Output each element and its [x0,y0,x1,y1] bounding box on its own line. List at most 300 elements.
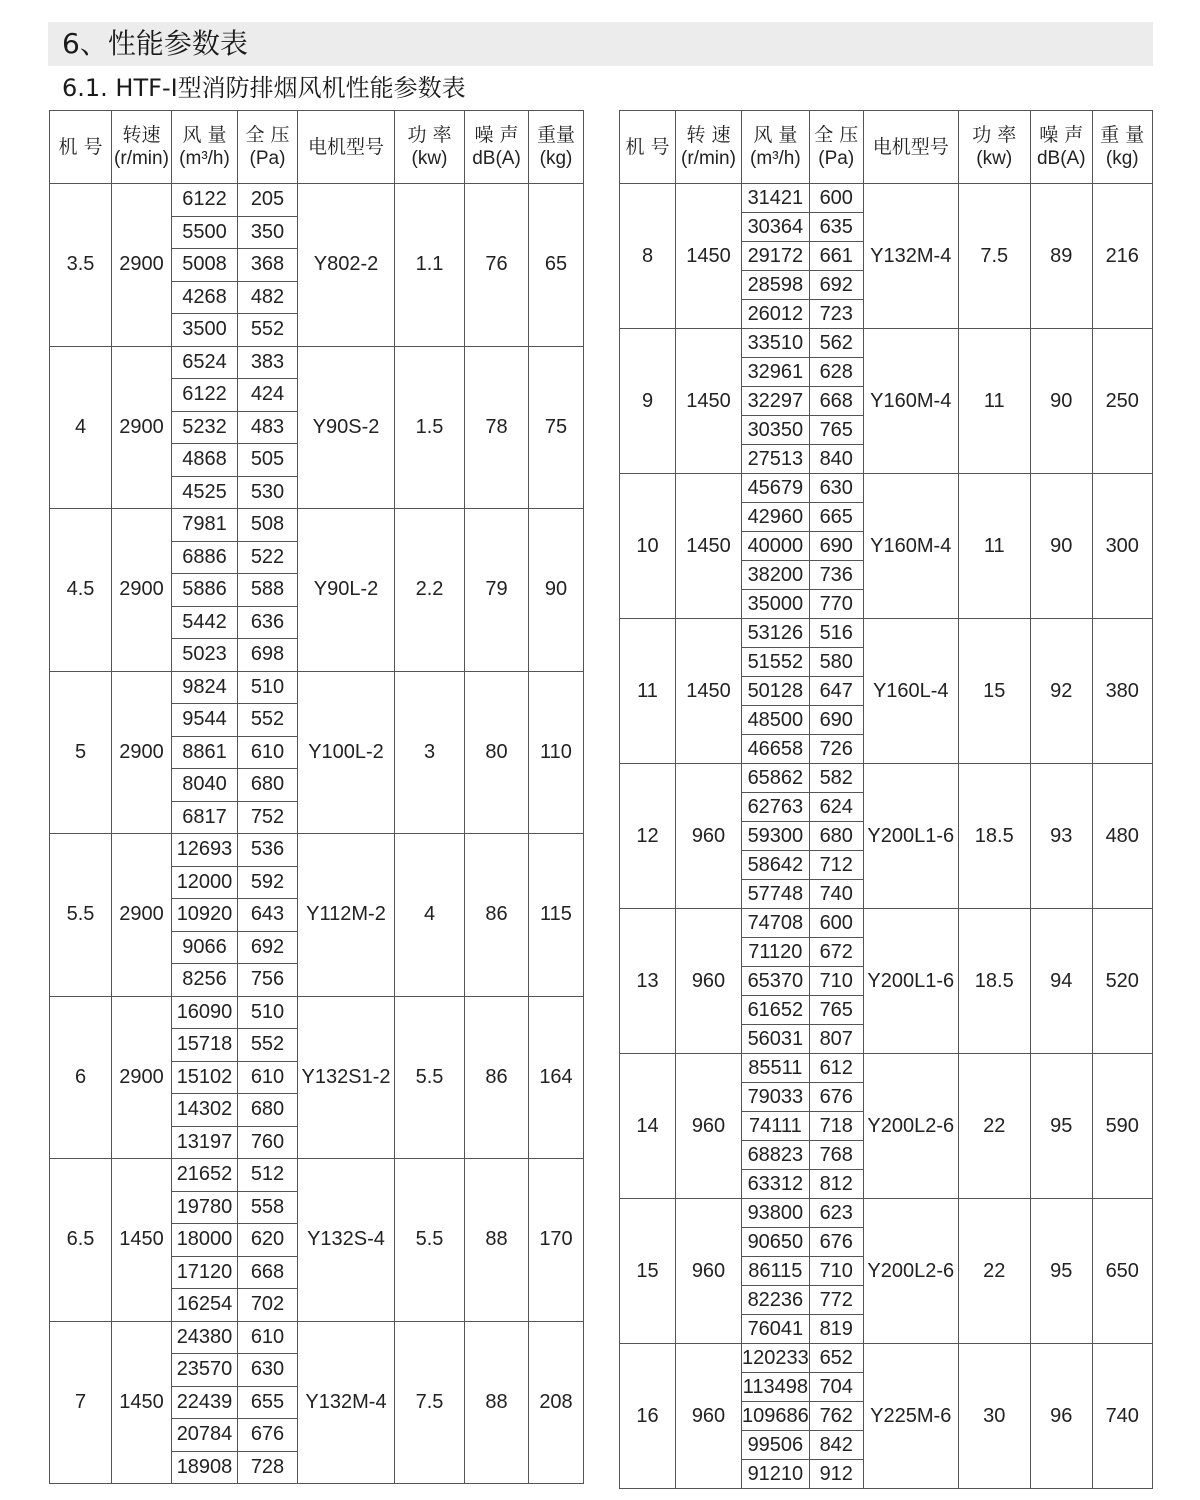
pressure-cell: 726 [809,735,863,764]
pressure-cell: 718 [809,1112,863,1141]
pressure-cell: 647 [809,677,863,706]
table-row [50,184,584,217]
pressure-cell: 812 [809,1170,863,1199]
speed-cell: 2900 [112,509,172,672]
flow-cell: 4868 [172,444,238,477]
speed-cell: 960 [676,1344,742,1489]
flow-cell: 29172 [742,242,810,271]
flow-cell: 32297 [742,387,810,416]
pressure-cell: 483 [238,411,298,444]
flow-cell: 30364 [742,213,810,242]
flow-cell: 23570 [172,1354,238,1387]
noise-cell: 88 [465,1321,529,1484]
model-cell: 5.5 [50,834,112,997]
model-cell: 9 [620,329,676,474]
flow-cell: 5232 [172,411,238,444]
weight-cell: 300 [1092,474,1152,619]
power-cell: 3 [395,671,465,834]
motor-cell: Y132M-4 [863,184,958,329]
table-row [50,1159,584,1192]
pressure-cell: 505 [238,444,298,477]
pressure-cell: 580 [809,648,863,677]
motor-cell: Y200L2-6 [863,1199,958,1344]
model-cell: 10 [620,474,676,619]
table-row [620,619,1153,648]
model-cell: 16 [620,1344,676,1489]
noise-cell: 86 [465,834,529,997]
flow-cell: 120233 [742,1344,810,1373]
pressure-cell: 610 [238,1321,298,1354]
pressure-cell: 819 [809,1315,863,1344]
pressure-cell: 552 [238,314,298,347]
flow-cell: 74111 [742,1112,810,1141]
flow-cell: 76041 [742,1315,810,1344]
flow-cell: 10920 [172,899,238,932]
motor-cell: Y112M-2 [298,834,395,997]
flow-cell: 86115 [742,1257,810,1286]
col-power-header: 功 率 (kw) [958,111,1030,184]
flow-cell: 45679 [742,474,810,503]
flow-cell: 13197 [172,1126,238,1159]
flow-cell: 16090 [172,996,238,1029]
weight-cell: 170 [529,1159,584,1322]
power-cell: 5.5 [395,996,465,1159]
header-row [620,111,1153,184]
flow-cell: 74708 [742,909,810,938]
speed-cell: 1450 [676,619,742,764]
weight-cell: 380 [1092,619,1152,764]
col-weight-header: 重 量 (kg) [1092,111,1152,184]
motor-cell: Y90S-2 [298,346,395,509]
speed-cell: 2900 [112,996,172,1159]
pressure-cell: 676 [809,1228,863,1257]
pressure-cell: 368 [238,249,298,282]
flow-cell: 65862 [742,764,810,793]
pressure-cell: 752 [238,801,298,834]
pressure-cell: 756 [238,964,298,997]
speed-cell: 1450 [112,1321,172,1484]
col-noise-header: 噪 声 dB(A) [1030,111,1092,184]
motor-cell: Y90L-2 [298,509,395,672]
pressure-cell: 680 [809,822,863,851]
pressure-cell: 668 [809,387,863,416]
flow-cell: 8861 [172,736,238,769]
pressure-cell: 636 [238,606,298,639]
table-row [50,509,584,542]
pressure-cell: 536 [238,834,298,867]
pressure-cell: 723 [809,300,863,329]
weight-cell: 65 [529,184,584,347]
noise-cell: 76 [465,184,529,347]
speed-cell: 1450 [676,184,742,329]
flow-cell: 21652 [172,1159,238,1192]
pressure-cell: 635 [809,213,863,242]
flow-cell: 12693 [172,834,238,867]
pressure-cell: 772 [809,1286,863,1315]
speed-cell: 1450 [112,1159,172,1322]
table-row [620,329,1153,358]
pressure-cell: 624 [809,793,863,822]
col-speed-header: 转 速 (r/min) [676,111,742,184]
flow-cell: 65370 [742,967,810,996]
flow-cell: 20784 [172,1419,238,1452]
pressure-cell: 205 [238,184,298,217]
pressure-cell: 765 [809,996,863,1025]
pressure-cell: 610 [238,736,298,769]
flow-cell: 15102 [172,1061,238,1094]
col-pressure-header: 全 压 (Pa) [238,111,298,184]
flow-cell: 7981 [172,509,238,542]
flow-cell: 4525 [172,476,238,509]
noise-cell: 94 [1030,909,1092,1054]
weight-cell: 740 [1092,1344,1152,1489]
pressure-cell: 510 [238,996,298,1029]
power-cell: 1.5 [395,346,465,509]
motor-cell: Y160M-4 [863,329,958,474]
model-cell: 3.5 [50,184,112,347]
col-power-header: 功 率 (kw) [395,111,465,184]
noise-cell: 79 [465,509,529,672]
flow-cell: 14302 [172,1094,238,1127]
flow-cell: 93800 [742,1199,810,1228]
power-cell: 2.2 [395,509,465,672]
speed-cell: 2900 [112,184,172,347]
motor-cell: Y802-2 [298,184,395,347]
weight-cell: 650 [1092,1199,1152,1344]
speed-cell: 1450 [676,329,742,474]
noise-cell: 90 [1030,474,1092,619]
header-row [50,111,584,184]
motor-cell: Y200L1-6 [863,764,958,909]
model-cell: 7 [50,1321,112,1484]
pressure-cell: 692 [809,271,863,300]
flow-cell: 12000 [172,866,238,899]
pressure-cell: 680 [238,1094,298,1127]
speed-cell: 960 [676,1199,742,1344]
power-cell: 11 [958,329,1030,474]
power-cell: 22 [958,1199,1030,1344]
weight-cell: 90 [529,509,584,672]
power-cell: 11 [958,474,1030,619]
noise-cell: 88 [465,1159,529,1322]
speed-cell: 1450 [676,474,742,619]
flow-cell: 63312 [742,1170,810,1199]
model-cell: 11 [620,619,676,764]
pressure-cell: 630 [238,1354,298,1387]
pressure-cell: 661 [809,242,863,271]
flow-cell: 57748 [742,880,810,909]
noise-cell: 78 [465,346,529,509]
pressure-cell: 712 [809,851,863,880]
flow-cell: 9066 [172,931,238,964]
table-row [50,671,584,704]
flow-cell: 62763 [742,793,810,822]
flow-cell: 91210 [742,1460,810,1489]
pressure-cell: 668 [238,1256,298,1289]
motor-cell: Y200L1-6 [863,909,958,1054]
pressure-cell: 516 [809,619,863,648]
col-model-header: 机 号 [50,111,112,184]
weight-cell: 75 [529,346,584,509]
pressure-cell: 702 [238,1289,298,1322]
pressure-cell: 652 [809,1344,863,1373]
model-cell: 15 [620,1199,676,1344]
flow-cell: 85511 [742,1054,810,1083]
pressure-cell: 482 [238,281,298,314]
model-cell: 13 [620,909,676,1054]
weight-cell: 480 [1092,764,1152,909]
pressure-cell: 643 [238,899,298,932]
pressure-cell: 690 [809,532,863,561]
table-body [620,184,1153,1489]
model-cell: 6 [50,996,112,1159]
flow-cell: 3500 [172,314,238,347]
noise-cell: 92 [1030,619,1092,764]
model-cell: 5 [50,671,112,834]
table-row [620,474,1153,503]
power-cell: 18.5 [958,909,1030,1054]
table-row [50,834,584,867]
pressure-cell: 768 [809,1141,863,1170]
flow-cell: 31421 [742,184,810,213]
pressure-cell: 704 [809,1373,863,1402]
pressure-cell: 510 [238,671,298,704]
power-cell: 22 [958,1054,1030,1199]
pressure-cell: 765 [809,416,863,445]
flow-cell: 27513 [742,445,810,474]
col-weight-header: 重量 (kg) [529,111,584,184]
flow-cell: 32961 [742,358,810,387]
flow-cell: 113498 [742,1373,810,1402]
flow-cell: 42960 [742,503,810,532]
table-header [50,111,584,184]
model-cell: 4.5 [50,509,112,672]
pressure-cell: 690 [809,706,863,735]
motor-cell: Y132M-4 [298,1321,395,1484]
pressure-cell: 680 [238,769,298,802]
col-model-header: 机 号 [620,111,676,184]
flow-cell: 33510 [742,329,810,358]
pressure-cell: 710 [809,1257,863,1286]
noise-cell: 96 [1030,1344,1092,1489]
flow-cell: 35000 [742,590,810,619]
power-cell: 30 [958,1344,1030,1489]
flow-cell: 5023 [172,639,238,672]
flow-cell: 5442 [172,606,238,639]
pressure-cell: 672 [809,938,863,967]
pressure-cell: 350 [238,216,298,249]
flow-cell: 15718 [172,1029,238,1062]
pressure-cell: 762 [809,1402,863,1431]
flow-cell: 109686 [742,1402,810,1431]
speed-cell: 960 [676,1054,742,1199]
flow-cell: 5008 [172,249,238,282]
motor-cell: Y132S1-2 [298,996,395,1159]
noise-cell: 89 [1030,184,1092,329]
flow-cell: 59300 [742,822,810,851]
table-row [50,996,584,1029]
flow-cell: 53126 [742,619,810,648]
power-cell: 1.1 [395,184,465,347]
table-body [50,184,584,1484]
flow-cell: 18908 [172,1451,238,1484]
pressure-cell: 676 [238,1419,298,1452]
weight-cell: 590 [1092,1054,1152,1199]
speed-cell: 2900 [112,346,172,509]
flow-cell: 58642 [742,851,810,880]
pressure-cell: 424 [238,379,298,412]
flow-cell: 99506 [742,1431,810,1460]
table-row [620,1344,1153,1373]
power-cell: 18.5 [958,764,1030,909]
flow-cell: 9544 [172,704,238,737]
col-pressure-header: 全 压 (Pa) [809,111,863,184]
pressure-cell: 770 [809,590,863,619]
flow-cell: 16254 [172,1289,238,1322]
pressure-cell: 728 [238,1451,298,1484]
pressure-cell: 912 [809,1460,863,1489]
pressure-cell: 600 [809,909,863,938]
flow-cell: 6122 [172,379,238,412]
power-cell: 7.5 [395,1321,465,1484]
col-motor-header: 电机型号 [298,111,395,184]
col-flow-header: 风 量 (m³/h) [172,111,238,184]
pressure-cell: 588 [238,574,298,607]
pressure-cell: 562 [809,329,863,358]
noise-cell: 90 [1030,329,1092,474]
power-cell: 7.5 [958,184,1030,329]
table-row [50,346,584,379]
model-cell: 6.5 [50,1159,112,1322]
flow-cell: 6524 [172,346,238,379]
flow-cell: 71120 [742,938,810,967]
table-row [620,764,1153,793]
pressure-cell: 760 [238,1126,298,1159]
flow-cell: 26012 [742,300,810,329]
motor-cell: Y200L2-6 [863,1054,958,1199]
pressure-cell: 665 [809,503,863,532]
flow-cell: 56031 [742,1025,810,1054]
flow-cell: 22439 [172,1386,238,1419]
pressure-cell: 530 [238,476,298,509]
flow-cell: 6122 [172,184,238,217]
flow-cell: 50128 [742,677,810,706]
flow-cell: 28598 [742,271,810,300]
noise-cell: 86 [465,996,529,1159]
pressure-cell: 582 [809,764,863,793]
weight-cell: 250 [1092,329,1152,474]
flow-cell: 5886 [172,574,238,607]
table-row [620,1054,1153,1083]
flow-cell: 46658 [742,735,810,764]
pressure-cell: 623 [809,1199,863,1228]
pressure-cell: 655 [238,1386,298,1419]
flow-cell: 61652 [742,996,810,1025]
table-row [50,1321,584,1354]
flow-cell: 6886 [172,541,238,574]
noise-cell: 80 [465,671,529,834]
pressure-cell: 698 [238,639,298,672]
col-noise-header: 噪 声 dB(A) [465,111,529,184]
flow-cell: 48500 [742,706,810,735]
flow-cell: 79033 [742,1083,810,1112]
table-title: 6.1. HTF-I型消防排烟风机性能参数表 [62,74,466,102]
flow-cell: 30350 [742,416,810,445]
pressure-cell: 508 [238,509,298,542]
flow-cell: 8040 [172,769,238,802]
motor-cell: Y160M-4 [863,474,958,619]
noise-cell: 93 [1030,764,1092,909]
flow-cell: 4268 [172,281,238,314]
weight-cell: 216 [1092,184,1152,329]
pressure-cell: 610 [238,1061,298,1094]
pressure-cell: 512 [238,1159,298,1192]
pressure-cell: 807 [809,1025,863,1054]
pressure-cell: 592 [238,866,298,899]
pressure-cell: 630 [809,474,863,503]
pressure-cell: 552 [238,704,298,737]
pressure-cell: 628 [809,358,863,387]
weight-cell: 208 [529,1321,584,1484]
flow-cell: 19780 [172,1191,238,1224]
flow-cell: 82236 [742,1286,810,1315]
flow-cell: 68823 [742,1141,810,1170]
section-title: 6、性能参数表 [62,27,248,60]
pressure-cell: 840 [809,445,863,474]
col-flow-header: 风 量 (m³/h) [742,111,810,184]
power-cell: 4 [395,834,465,997]
performance-table-left [49,110,584,1484]
pressure-cell: 552 [238,1029,298,1062]
motor-cell: Y160L-4 [863,619,958,764]
weight-cell: 520 [1092,909,1152,1054]
pressure-cell: 620 [238,1224,298,1257]
table-row [620,909,1153,938]
speed-cell: 960 [676,764,742,909]
power-cell: 15 [958,619,1030,764]
pressure-cell: 600 [809,184,863,213]
pressure-cell: 842 [809,1431,863,1460]
pressure-cell: 558 [238,1191,298,1224]
performance-table-right [619,110,1153,1489]
pressure-cell: 736 [809,561,863,590]
flow-cell: 8256 [172,964,238,997]
power-cell: 5.5 [395,1159,465,1322]
flow-cell: 51552 [742,648,810,677]
weight-cell: 110 [529,671,584,834]
pressure-cell: 676 [809,1083,863,1112]
flow-cell: 6817 [172,801,238,834]
col-speed-header: 转速 (r/min) [112,111,172,184]
pressure-cell: 612 [809,1054,863,1083]
flow-cell: 18000 [172,1224,238,1257]
flow-cell: 5500 [172,216,238,249]
table-row [620,1199,1153,1228]
noise-cell: 95 [1030,1054,1092,1199]
flow-cell: 90650 [742,1228,810,1257]
speed-cell: 960 [676,909,742,1054]
flow-cell: 17120 [172,1256,238,1289]
model-cell: 8 [620,184,676,329]
table-row [620,184,1153,213]
weight-cell: 164 [529,996,584,1159]
model-cell: 4 [50,346,112,509]
pressure-cell: 383 [238,346,298,379]
model-cell: 14 [620,1054,676,1199]
speed-cell: 2900 [112,834,172,997]
pressure-cell: 740 [809,880,863,909]
table-header [620,111,1153,184]
